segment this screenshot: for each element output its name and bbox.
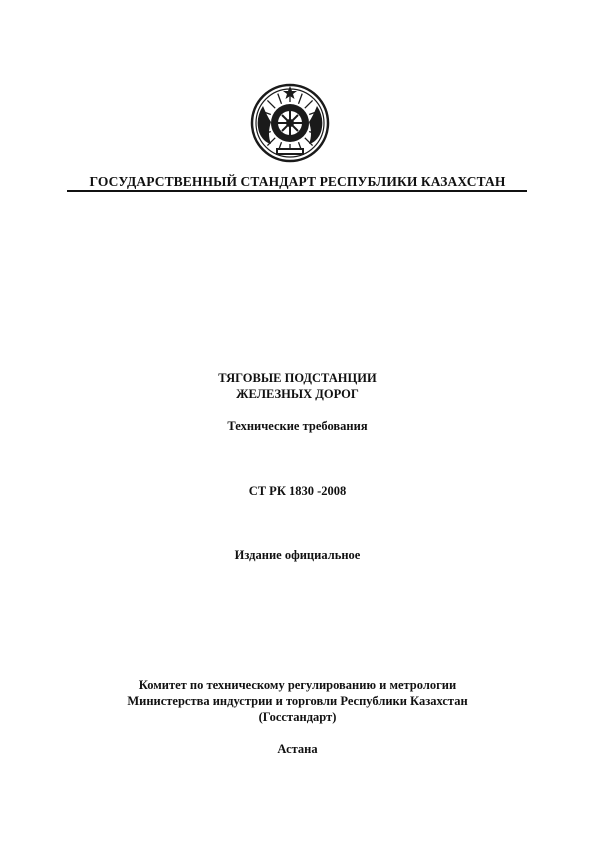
document-number-text: СТ РК 1830 -2008 <box>248 484 347 498</box>
state-emblem-icon <box>249 82 331 164</box>
document-title-line-1: ТЯГОВЫЕ ПОДСТАНЦИИ <box>218 371 377 385</box>
edition-label <box>0 547 595 563</box>
edition-text: Издание официальное <box>234 548 361 562</box>
document-subtitle-text: Технические требования <box>227 419 368 433</box>
header-divider <box>67 190 527 192</box>
city-label <box>0 741 595 757</box>
document-number <box>0 483 595 499</box>
city-text: Астана <box>277 742 318 756</box>
publisher-line-1: Комитет по техническому регулированию и метрологии <box>138 678 457 692</box>
publisher-line-3: (Госстандарт) <box>258 710 337 724</box>
document-title <box>0 370 595 402</box>
publisher-block <box>0 677 595 725</box>
emblem-graphic <box>249 82 331 164</box>
publisher-line-2: Министерства индустрии и торговли Республики Казахстан <box>127 694 468 708</box>
document-subtitle <box>0 418 595 434</box>
page-header-title: ГОСУДАРСТВЕННЫЙ СТАНДАРТ РЕСПУБЛИКИ КАЗАХСТАН <box>89 174 506 189</box>
document-title-line-2: ЖЕЛЕЗНЫХ ДОРОГ <box>236 387 359 401</box>
